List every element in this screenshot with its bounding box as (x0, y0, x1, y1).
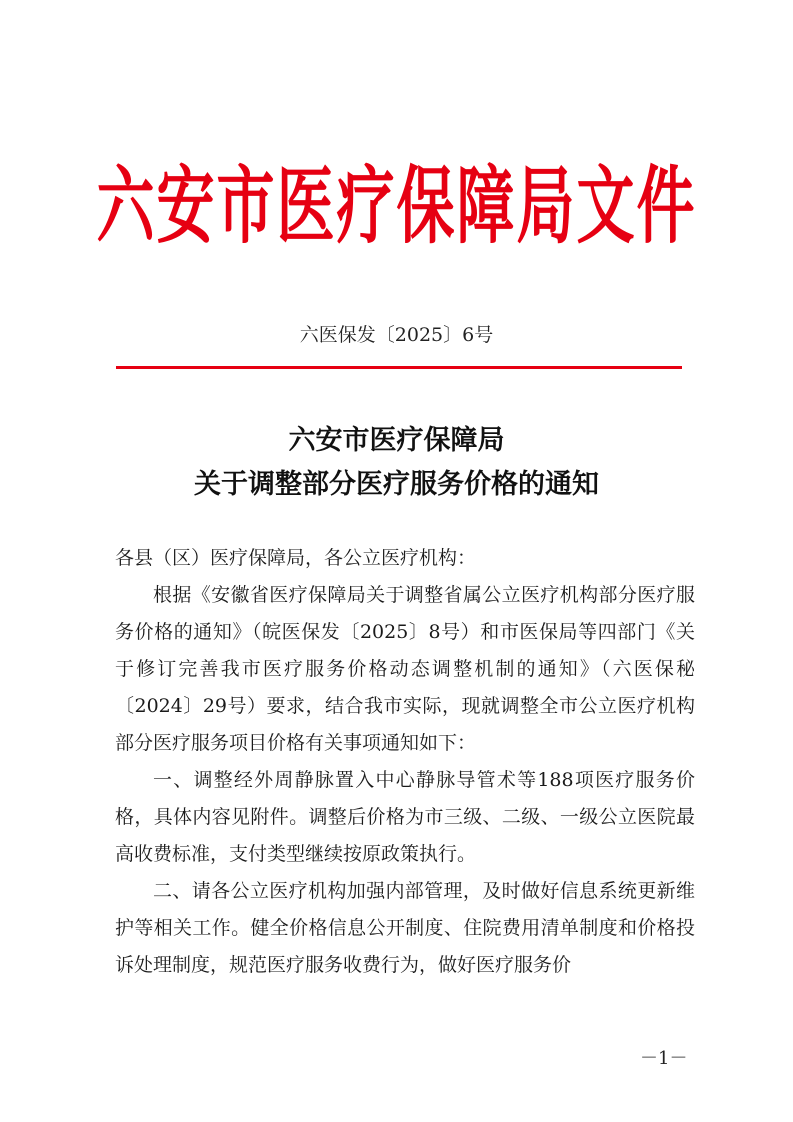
paragraph-item-2: 二、请各公立医疗机构加强内部管理，及时做好信息系统更新维护等相关工作。健全价格信息公开制度、住院费用清单制度和价格投诉处理制度，规范医疗服务收费行为，做好医疗服务价 (115, 880, 695, 976)
salutation: 各县（区）医疗保障局，各公立医疗机构： (115, 547, 477, 569)
paragraph-item-1: 一、调整经外周静脉置入中心静脉导管术等188项医疗服务价格，具体内容见附件。调整后价格为市三级、二级、一级公立医院最高收费标准，支付类型继续按原政策执行。 (115, 769, 695, 865)
document-body (115, 540, 695, 984)
red-divider-line (116, 366, 682, 369)
title-line-2: 关于调整部分医疗服务价格的通知 (194, 469, 599, 500)
title-line-1: 六安市医疗保障局 (288, 425, 505, 456)
page-number: －1－ (640, 1048, 688, 1069)
document-number: 六医保发〔2025〕6号 (299, 324, 494, 346)
paragraph-intro: 根据《安徽省医疗保障局关于调整省属公立医疗机构部分医疗服务价格的通知》（皖医保发〔2025〕8号）和市医保局等四部门《关于修订完善我市医疗服务价格动态调整机制的通知》（六医保秘〔2024〕29号）要求，结合我市实际，现就调整全市公立医疗机构部分医疗服务项目价格有关事项通知如下： (115, 584, 695, 754)
document-masthead: 六安市医疗保障局文件 (96, 156, 697, 256)
